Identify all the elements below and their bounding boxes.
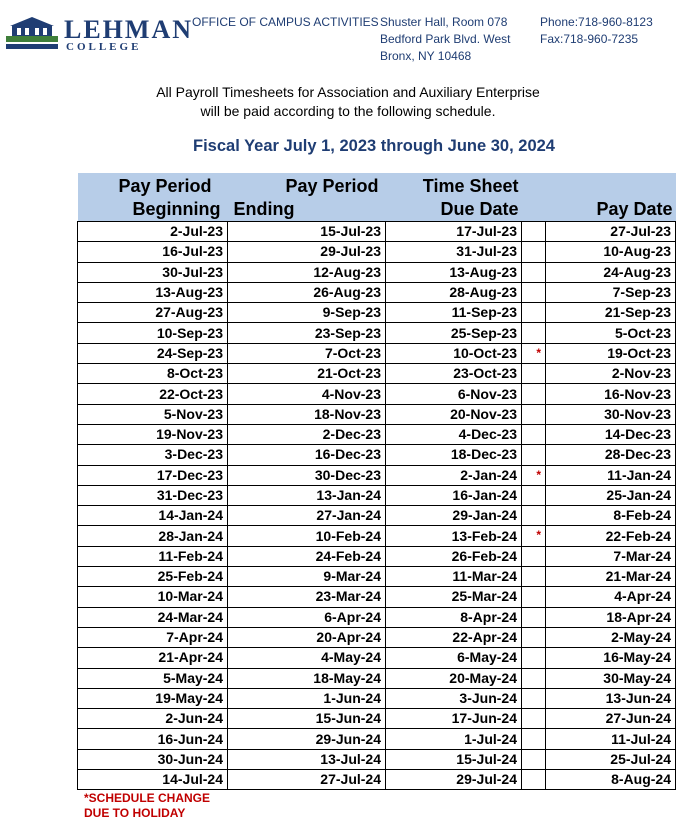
holiday-marker <box>522 303 546 323</box>
table-cell: 13-Jul-24 <box>228 749 386 769</box>
office-name: OFFICE OF CAMPUS ACTIVITIES <box>192 15 379 29</box>
table-cell: 8-Apr-24 <box>386 607 522 627</box>
schedule-change-note <box>84 791 210 821</box>
table-cell: 16-Nov-23 <box>546 384 676 404</box>
table-cell: 27-Aug-23 <box>78 303 228 323</box>
table-cell: 9-Sep-23 <box>228 303 386 323</box>
holiday-marker <box>522 445 546 465</box>
table-row <box>78 343 676 363</box>
table-cell: 4-Nov-23 <box>228 384 386 404</box>
holiday-marker <box>522 587 546 607</box>
table-cell: 1-Jun-24 <box>228 688 386 708</box>
table-cell: 30-Dec-23 <box>228 465 386 485</box>
table-row <box>78 648 676 668</box>
column-header <box>386 173 522 222</box>
table-cell: 21-Sep-23 <box>546 303 676 323</box>
table-cell: 7-Sep-23 <box>546 282 676 302</box>
office-address <box>380 14 511 65</box>
table-cell: 7-Oct-23 <box>228 343 386 363</box>
table-cell: 13-Feb-24 <box>386 526 522 546</box>
holiday-marker <box>522 709 546 729</box>
holiday-marker <box>522 222 546 242</box>
holiday-marker <box>522 729 546 749</box>
table-cell: 31-Dec-23 <box>78 485 228 505</box>
logo-subtitle: COLLEGE <box>66 41 142 53</box>
table-cell: 27-Jul-23 <box>546 222 676 242</box>
table-cell: 23-Oct-23 <box>386 364 522 384</box>
table-cell: 5-May-24 <box>78 668 228 688</box>
table-cell: 16-May-24 <box>546 648 676 668</box>
table-row <box>78 709 676 729</box>
table-cell: 27-Jan-24 <box>228 506 386 526</box>
table-cell: 27-Jul-24 <box>228 770 386 790</box>
column-header-line: Ending <box>233 199 295 219</box>
table-cell: 13-Jan-24 <box>228 485 386 505</box>
table-cell: 11-Sep-23 <box>386 303 522 323</box>
lehman-logo <box>6 14 193 54</box>
table-cell: 10-Sep-23 <box>78 323 228 343</box>
holiday-marker <box>522 506 546 526</box>
column-header-line: Beginning <box>132 199 221 219</box>
table-cell: 11-Mar-24 <box>386 567 522 587</box>
table-row <box>78 546 676 566</box>
table-row <box>78 262 676 282</box>
table-cell: 19-May-24 <box>78 688 228 708</box>
table-cell: 22-Oct-23 <box>78 384 228 404</box>
table-cell: 13-Aug-23 <box>386 262 522 282</box>
table-cell: 22-Feb-24 <box>546 526 676 546</box>
table-cell: 8-Oct-23 <box>78 364 228 384</box>
table-cell: 4-Apr-24 <box>546 587 676 607</box>
note-line: DUE TO HOLIDAY <box>84 806 186 820</box>
table-cell: 15-Jul-23 <box>228 222 386 242</box>
holiday-marker <box>522 323 546 343</box>
table-cell: 15-Jul-24 <box>386 749 522 769</box>
table-row <box>78 526 676 546</box>
holiday-marker <box>522 485 546 505</box>
table-cell: 30-Nov-23 <box>546 404 676 424</box>
holiday-marker <box>522 567 546 587</box>
table-row <box>78 627 676 647</box>
table-cell: 7-Apr-24 <box>78 627 228 647</box>
table-row <box>78 242 676 262</box>
table-cell: 24-Feb-24 <box>228 546 386 566</box>
table-cell: 26-Feb-24 <box>386 546 522 566</box>
table-cell: 11-Feb-24 <box>78 546 228 566</box>
table-cell: 7-Mar-24 <box>546 546 676 566</box>
column-header <box>546 173 676 222</box>
table-cell: 2-Dec-23 <box>228 424 386 444</box>
college-building-icon <box>6 14 58 50</box>
holiday-marker <box>522 364 546 384</box>
table-cell: 2-Jan-24 <box>386 465 522 485</box>
intro-line: All Payroll Timesheets for Association and Auxiliary Enterprise <box>156 84 540 100</box>
holiday-marker: * <box>522 465 546 485</box>
table-cell: 25-Mar-24 <box>386 587 522 607</box>
table-cell: 25-Jan-24 <box>546 485 676 505</box>
table-cell: 19-Nov-23 <box>78 424 228 444</box>
table-cell: 14-Jul-24 <box>78 770 228 790</box>
table-cell: 25-Jul-24 <box>546 749 676 769</box>
table-cell: 20-Nov-23 <box>386 404 522 424</box>
table-cell: 22-Apr-24 <box>386 627 522 647</box>
holiday-marker <box>522 688 546 708</box>
column-header <box>78 173 228 222</box>
table-row <box>78 445 676 465</box>
table-cell: 24-Mar-24 <box>78 607 228 627</box>
table-cell: 31-Jul-23 <box>386 242 522 262</box>
table-cell: 25-Sep-23 <box>386 323 522 343</box>
holiday-marker <box>522 546 546 566</box>
table-cell: 21-Mar-24 <box>546 567 676 587</box>
table-cell: 14-Jan-24 <box>78 506 228 526</box>
table-row <box>78 323 676 343</box>
address-line: Bedford Park Blvd. West <box>380 32 511 46</box>
table-cell: 4-May-24 <box>228 648 386 668</box>
table-cell: 11-Jan-24 <box>546 465 676 485</box>
table-cell: 24-Sep-23 <box>78 343 228 363</box>
table-cell: 10-Aug-23 <box>546 242 676 262</box>
table-cell: 3-Dec-23 <box>78 445 228 465</box>
table-cell: 20-May-24 <box>386 668 522 688</box>
table-cell: 18-Apr-24 <box>546 607 676 627</box>
table-cell: 10-Oct-23 <box>386 343 522 363</box>
table-cell: 29-Jul-24 <box>386 770 522 790</box>
intro-text <box>0 83 696 121</box>
table-cell: 18-Nov-23 <box>228 404 386 424</box>
column-header-line: Due Date <box>440 199 519 219</box>
table-cell: 18-Dec-23 <box>386 445 522 465</box>
holiday-marker <box>522 627 546 647</box>
holiday-marker <box>522 282 546 302</box>
table-cell: 17-Jun-24 <box>386 709 522 729</box>
column-header-line: Time Sheet <box>422 176 519 196</box>
table-row <box>78 485 676 505</box>
table-cell: 3-Jun-24 <box>386 688 522 708</box>
column-header-line: Pay Period <box>118 176 212 196</box>
table-row <box>78 404 676 424</box>
table-cell: 24-Aug-23 <box>546 262 676 282</box>
table-cell: 21-Apr-24 <box>78 648 228 668</box>
table-row <box>78 607 676 627</box>
holiday-marker <box>522 262 546 282</box>
table-cell: 25-Feb-24 <box>78 567 228 587</box>
table-row <box>78 506 676 526</box>
table-cell: 16-Jan-24 <box>386 485 522 505</box>
holiday-marker <box>522 648 546 668</box>
table-row <box>78 567 676 587</box>
table-cell: 29-Jun-24 <box>228 729 386 749</box>
table-cell: 2-Jul-23 <box>78 222 228 242</box>
table-cell: 30-May-24 <box>546 668 676 688</box>
table-cell: 15-Jun-24 <box>228 709 386 729</box>
note-line: *SCHEDULE CHANGE <box>84 791 211 805</box>
address-line: Bronx, NY 10468 <box>380 49 472 63</box>
holiday-marker <box>522 668 546 688</box>
table-cell: 8-Aug-24 <box>546 770 676 790</box>
table-cell: 13-Aug-23 <box>78 282 228 302</box>
table-row <box>78 222 676 242</box>
table-row <box>78 303 676 323</box>
table-cell: 23-Sep-23 <box>228 323 386 343</box>
column-header <box>228 173 386 222</box>
table-cell: 6-Apr-24 <box>228 607 386 627</box>
table-cell: 2-May-24 <box>546 627 676 647</box>
table-header-row <box>78 173 676 222</box>
table-row <box>78 282 676 302</box>
pay-schedule-body <box>78 222 676 790</box>
holiday-marker: * <box>522 343 546 363</box>
table-cell: 5-Oct-23 <box>546 323 676 343</box>
holiday-marker <box>522 384 546 404</box>
holiday-marker <box>522 749 546 769</box>
holiday-marker <box>522 770 546 790</box>
phone-number: Phone:718-960-8123 <box>540 15 653 29</box>
column-header-line: Pay Period <box>285 176 379 196</box>
holiday-marker: * <box>522 526 546 546</box>
table-cell: 11-Jul-24 <box>546 729 676 749</box>
table-cell: 27-Jun-24 <box>546 709 676 729</box>
address-line: Shuster Hall, Room 078 <box>380 15 508 29</box>
table-cell: 16-Jun-24 <box>78 729 228 749</box>
table-cell: 28-Aug-23 <box>386 282 522 302</box>
holiday-marker <box>522 607 546 627</box>
table-cell: 8-Feb-24 <box>546 506 676 526</box>
table-cell: 26-Aug-23 <box>228 282 386 302</box>
table-cell: 6-Nov-23 <box>386 384 522 404</box>
table-cell: 14-Dec-23 <box>546 424 676 444</box>
table-cell: 1-Jul-24 <box>386 729 522 749</box>
table-row <box>78 770 676 790</box>
table-cell: 23-Mar-24 <box>228 587 386 607</box>
table-row <box>78 749 676 769</box>
holiday-marker <box>522 404 546 424</box>
table-cell: 10-Feb-24 <box>228 526 386 546</box>
table-cell: 29-Jan-24 <box>386 506 522 526</box>
column-header <box>522 173 546 222</box>
table-cell: 28-Dec-23 <box>546 445 676 465</box>
table-cell: 2-Nov-23 <box>546 364 676 384</box>
table-cell: 28-Jan-24 <box>78 526 228 546</box>
table-row <box>78 364 676 384</box>
logo-wordmark: LEHMAN <box>64 15 193 44</box>
table-cell: 4-Dec-23 <box>386 424 522 444</box>
fiscal-year-title: Fiscal Year July 1, 2023 through June 30, 2024 <box>193 137 555 155</box>
table-cell: 6-May-24 <box>386 648 522 668</box>
fax-number: Fax:718-960-7235 <box>540 32 639 46</box>
table-row <box>78 465 676 485</box>
table-cell: 29-Jul-23 <box>228 242 386 262</box>
table-cell: 21-Oct-23 <box>228 364 386 384</box>
column-header-line: Pay Date <box>596 199 673 219</box>
table-cell: 2-Jun-24 <box>78 709 228 729</box>
table-cell: 17-Jul-23 <box>386 222 522 242</box>
table-cell: 18-May-24 <box>228 668 386 688</box>
table-row <box>78 424 676 444</box>
table-row <box>78 587 676 607</box>
table-cell: 30-Jul-23 <box>78 262 228 282</box>
table-cell: 30-Jun-24 <box>78 749 228 769</box>
intro-line: will be paid according to the following schedule. <box>200 103 496 119</box>
holiday-marker <box>522 424 546 444</box>
table-cell: 20-Apr-24 <box>228 627 386 647</box>
table-cell: 13-Jun-24 <box>546 688 676 708</box>
table-cell: 12-Aug-23 <box>228 262 386 282</box>
table-row <box>78 384 676 404</box>
table-cell: 10-Mar-24 <box>78 587 228 607</box>
table-row <box>78 688 676 708</box>
table-cell: 9-Mar-24 <box>228 567 386 587</box>
pay-schedule-table <box>77 173 676 790</box>
table-cell: 16-Dec-23 <box>228 445 386 465</box>
table-cell: 16-Jul-23 <box>78 242 228 262</box>
office-contact <box>540 14 653 48</box>
table-row <box>78 668 676 688</box>
table-cell: 19-Oct-23 <box>546 343 676 363</box>
table-cell: 5-Nov-23 <box>78 404 228 424</box>
table-cell: 17-Dec-23 <box>78 465 228 485</box>
holiday-marker <box>522 242 546 262</box>
table-row <box>78 729 676 749</box>
